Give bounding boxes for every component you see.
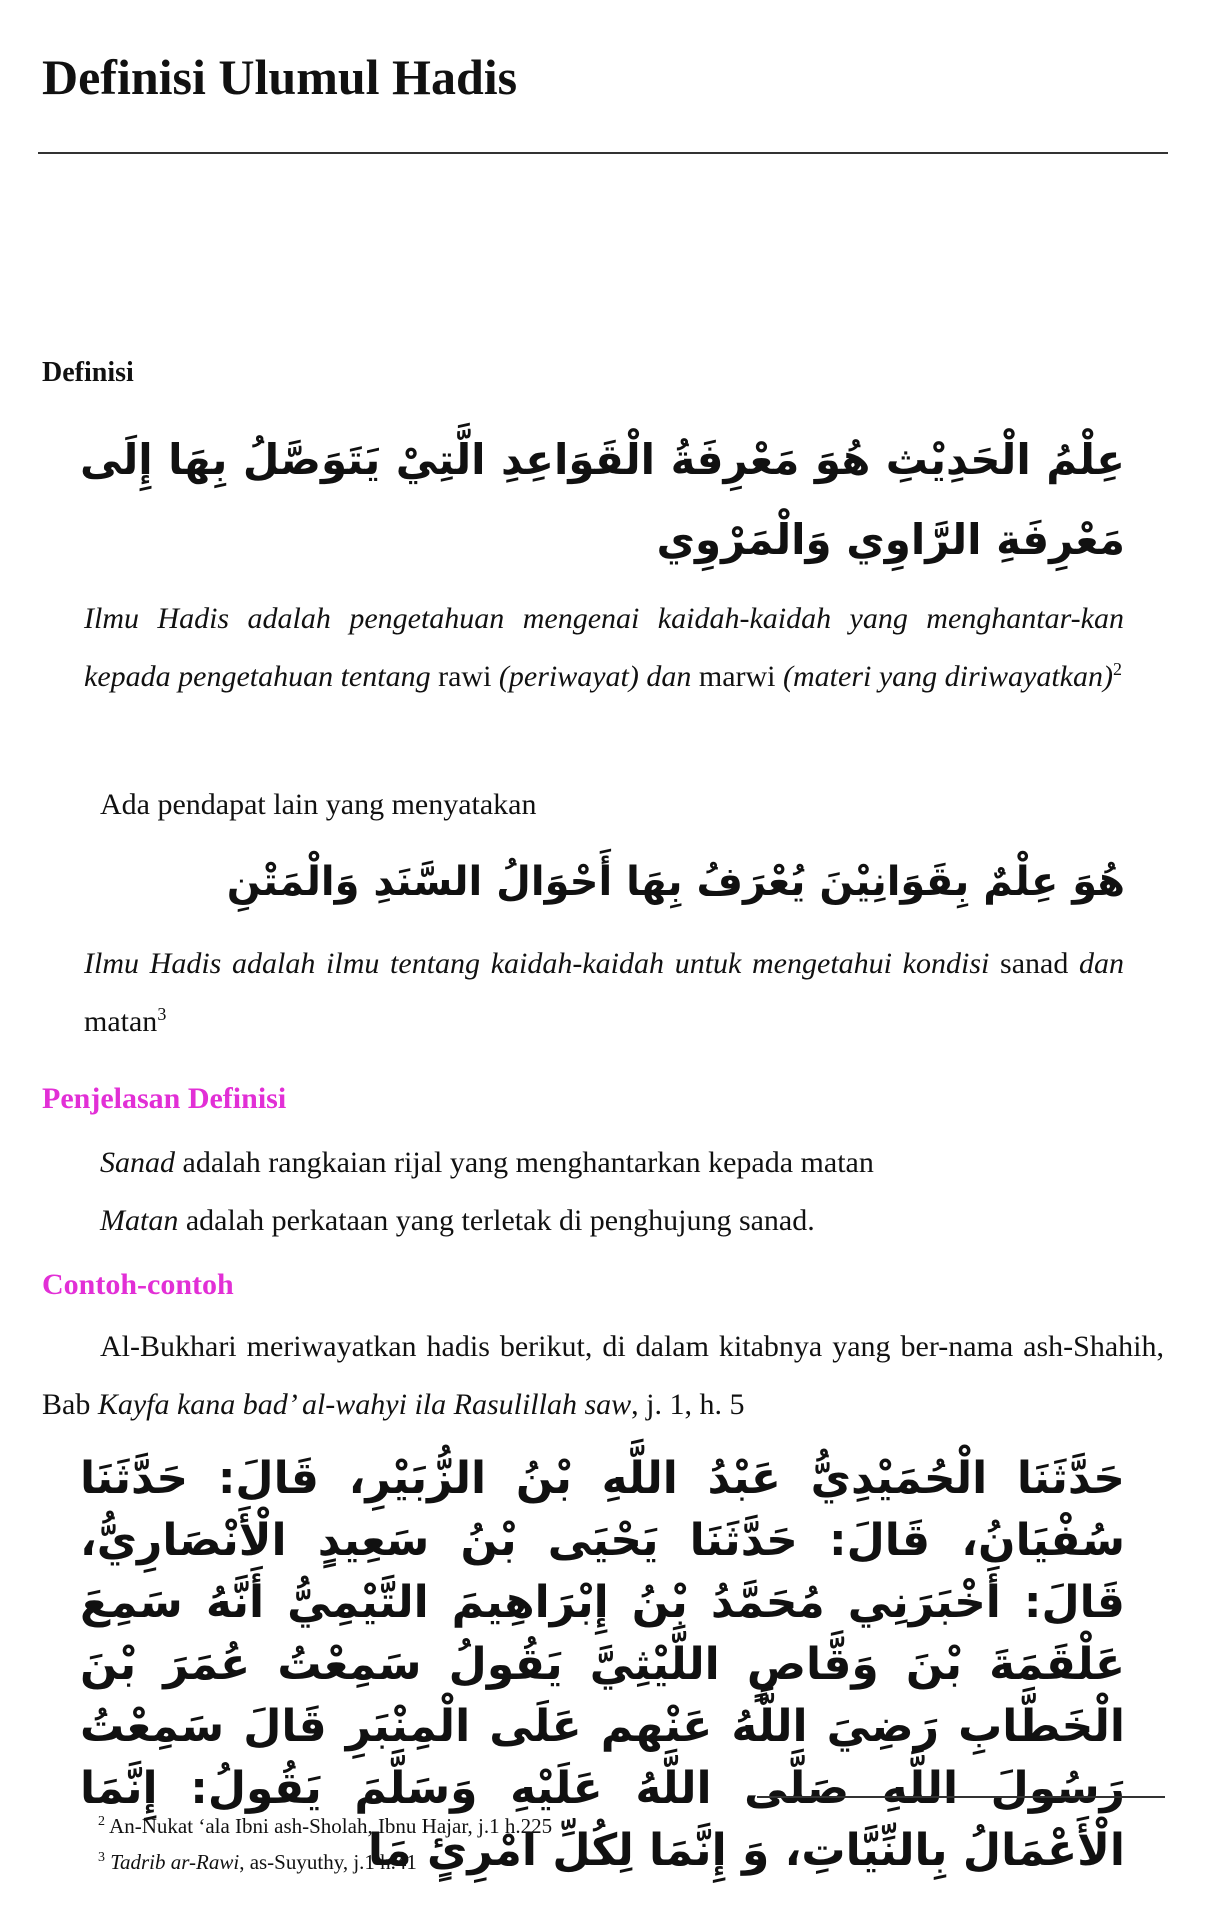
arabic-definition-1: عِلْمُ الْحَدِيْثِ هُوَ مَعْرِفَةُ الْقَوَاعِدِ الَّتِيْ يَتَوَصَّلُ بِهَا إِلَى مَعْرِفَةِ الرَّاوِي وَالْمَرْوِي <box>80 435 1125 564</box>
translation-2-dan: dan <box>1068 947 1125 980</box>
bab-title: Kayfa kana bad’ al-wahyi ila Rasulillah saw <box>97 1388 632 1421</box>
translation-1-part1: Ilmu Hadis adalah pengetahuan mengenai kaidah-kaidah yang menghantar-kan kepada pengetahuan tentang <box>84 602 1124 693</box>
footnote-2-number: 2 <box>98 1814 105 1829</box>
footnote-3-number: 3 <box>98 1850 105 1865</box>
arabic-hadith-text: حَدَّثَنَا الْحُمَيْدِيُّ عَبْدُ اللَّهِ بْنُ الزُّبَيْرِ، قَالَ: حَدَّثَنَا سُفْيَانُ، قَالَ: حَدَّثَنَا يَحْيَى بْنُ سَعِيدٍ الْأَنْصَارِيُّ، قَالَ: أَخْبَرَنِي مُحَمَّدُ بْنُ إِبْرَاهِيمَ التَّيْمِيُّ أَنَّهُ سَمِعَ عَلْقَمَةَ بْنَ وَقَّاصٍ اللَّيْثِيَّ يَقُولُ سَمِعْتُ عُمَرَ بْنَ الْخَطَّابِ رَضِيَ اللَّهُ عَنْهم عَلَى الْمِنْبَرِ قَالَ سَمِعْتُ رَسُولَ اللَّهِ صَلَّى اللَّهُ عَلَيْهِ وَسَلَّمَ يَقُولُ: إِنَّمَا الْأَعْمَالُ بِالنِّيَّاتِ، وَ إِنَّمَا لِكُلِّ امْرِئٍ مَا <box>80 1453 1125 1876</box>
footnote-3-text: , as-Suyuthy, j.1 h.41 <box>239 1850 417 1874</box>
footnote-ref-2: 2 <box>1112 659 1122 679</box>
term-matan-def: Matan <box>100 1204 179 1237</box>
term-sanad: sanad <box>1000 947 1069 980</box>
other-opinion-text: Ada pendapat lain yang menyatakan <box>100 788 537 821</box>
section-heading-penjelasan: Penjelasan Definisi <box>42 1082 287 1115</box>
sanad-definition: adalah rangkaian rijal yang menghantarkan kepada matan <box>175 1146 874 1179</box>
footnote-2 <box>98 1812 552 1840</box>
term-rawi: rawi <box>438 660 492 693</box>
translation-paragraph-2 <box>84 935 1124 1051</box>
section-heading-definisi: Definisi <box>42 357 134 388</box>
contoh-text-2: , j. 1, h. 5 <box>631 1388 745 1421</box>
translation-1-part3: (materi yang diriwayatkan) <box>775 660 1113 693</box>
penjelasan-line-matan <box>100 1192 815 1250</box>
footnote-3 <box>98 1848 417 1876</box>
translation-paragraph-1 <box>84 590 1124 706</box>
contoh-paragraph <box>42 1318 1164 1434</box>
title-divider <box>38 152 1168 154</box>
matan-definition: adalah perkataan yang terletak di penghujung sanad. <box>178 1204 815 1237</box>
contoh-text-1: Al-Bukhari meriwayatkan hadis berikut, di dalam kitabnya yang ber-nama ash-Shahih, Bab <box>42 1330 1164 1421</box>
footnote-3-italic: Tadrib ar-Rawi <box>110 1850 240 1874</box>
footnote-divider <box>757 1796 1165 1798</box>
penjelasan-line-sanad <box>100 1134 874 1192</box>
term-marwi: marwi <box>698 660 776 693</box>
term-matan: matan <box>84 1005 158 1038</box>
page-title: Definisi Ulumul Hadis <box>42 49 518 105</box>
term-sanad-def: Sanad <box>100 1146 175 1179</box>
section-heading-contoh: Contoh-contoh <box>42 1268 234 1301</box>
translation-2-part1: Ilmu Hadis adalah ilmu tentang kaidah-kaidah untuk mengetahui kondisi <box>84 947 1001 980</box>
footnote-2-text: An-Nukat ‘ala Ibni ash-Sholah, Ibnu Hajar, j.1 h.225 <box>109 1814 553 1838</box>
arabic-definition-2: هُوَ عِلْمٌ بِقَوَانِيْنَ يُعْرَفُ بِهَا أَحْوَالُ السَّنَدِ وَالْمَتْنِ <box>226 859 1125 905</box>
translation-1-part2: (periwayat) dan <box>491 660 699 693</box>
footnote-ref-3: 3 <box>157 1004 167 1024</box>
